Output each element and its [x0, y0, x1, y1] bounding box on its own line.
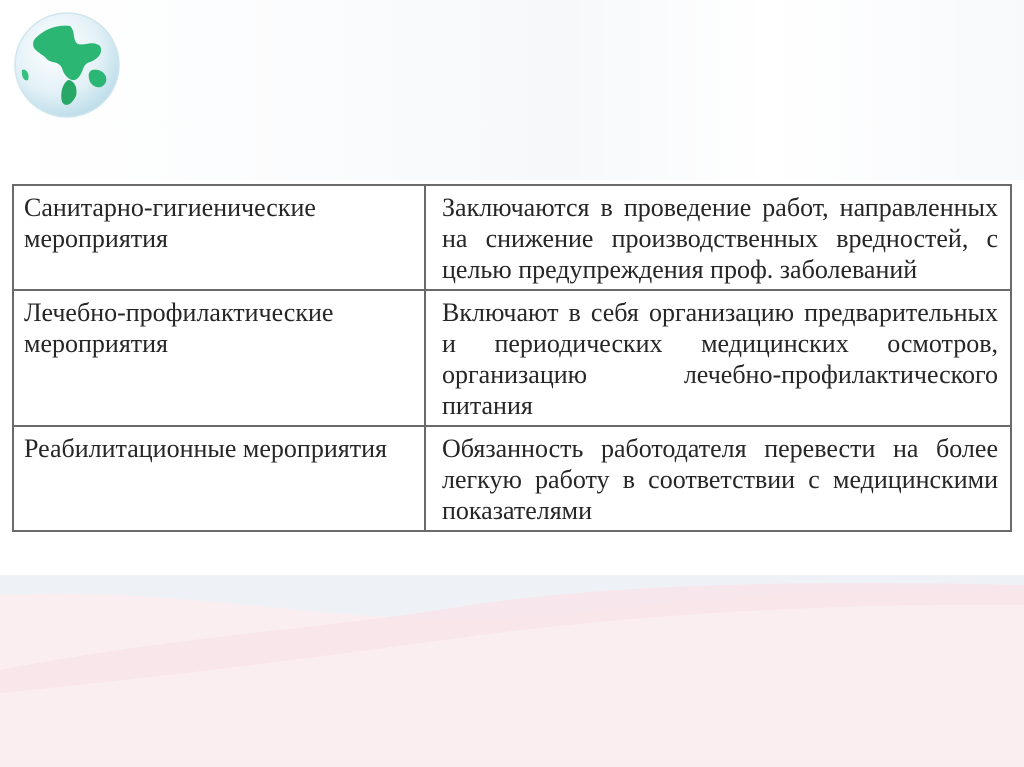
globe-icon — [12, 10, 122, 120]
table-row — [13, 426, 1011, 531]
term-cell: Лечебно-профилактические мероприятия — [13, 290, 425, 426]
table-row — [13, 290, 1011, 426]
description-cell: Заключаются в проведение работ, направленных на снижение производственных вредностей, с целью предупреждения проф. заболеваний — [425, 185, 1011, 290]
term-cell: Санитарно-гигиенические мероприятия — [13, 185, 425, 290]
table-row — [13, 185, 1011, 290]
description-cell: Обязанность работодателя перевести на более легкую работу в соответствии с медицинскими показателями — [425, 426, 1011, 531]
term-cell: Реабилитационные мероприятия — [13, 426, 425, 531]
header-band — [0, 0, 1024, 180]
measures-table — [12, 184, 1012, 532]
description-cell: Включают в себя организацию предварительных и периодических медицинских осмотров, организацию лечебно-профилактического питания — [425, 290, 1011, 426]
bottom-decoration — [0, 575, 1024, 767]
